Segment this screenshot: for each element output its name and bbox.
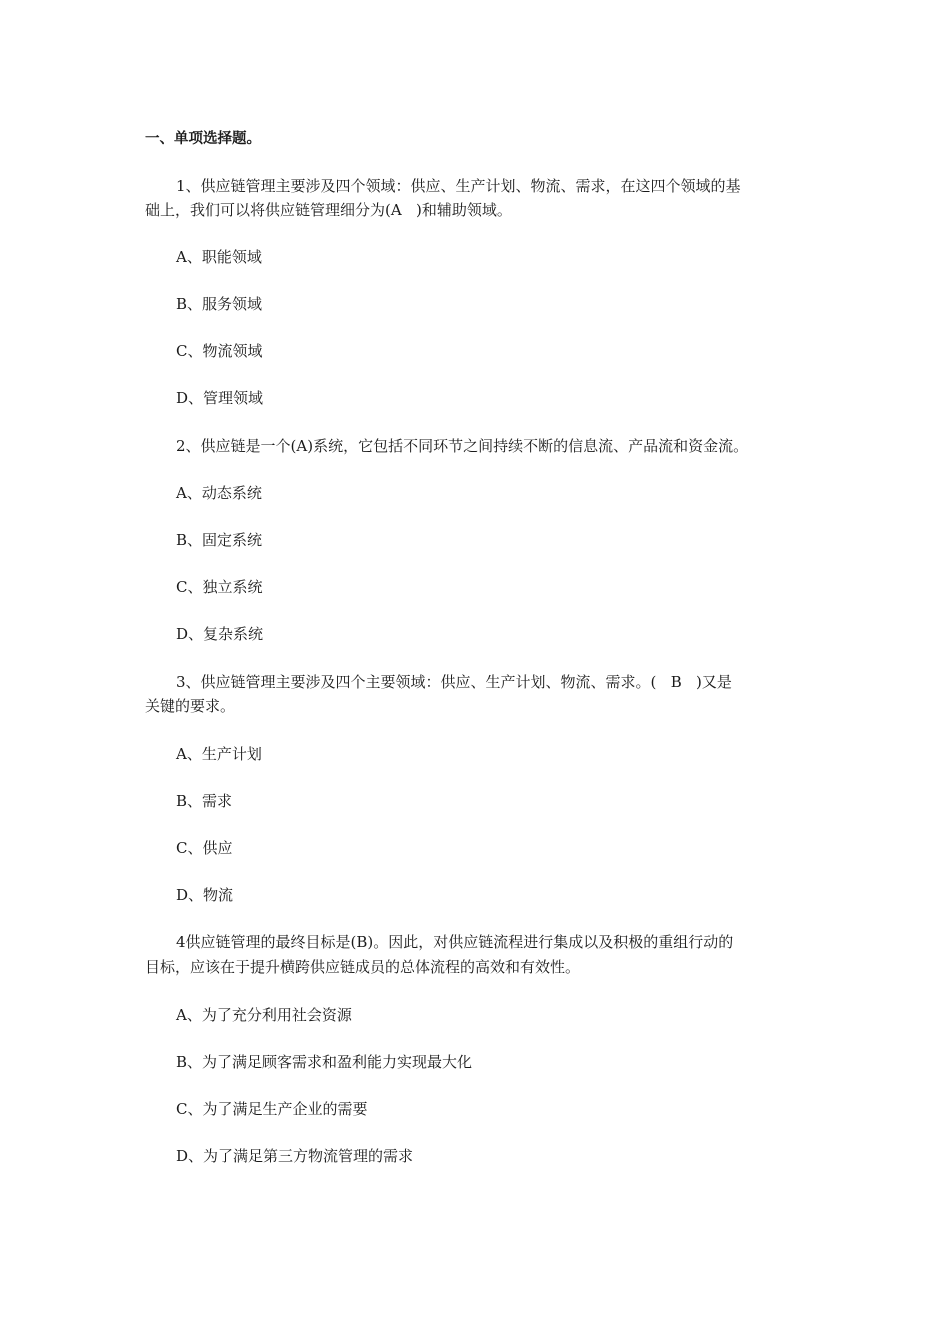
question-2-option-a: A、动态系统 — [176, 484, 262, 502]
question-2-option-b: B、固定系统 — [176, 531, 263, 549]
question-1-text-line-1: 1、供应链管理主要涉及四个领域：供应、生产计划、物流、需求，在这四个领域的基 — [176, 177, 741, 195]
question-4-option-b: B、为了满足顾客需求和盈利能力实现最大化 — [176, 1053, 473, 1071]
question-3-text-line-1: 3、供应链管理主要涉及四个主要领域：供应、生产计划、物流、需求。( B )又是 — [176, 673, 732, 691]
question-2-option-d: D、复杂系统 — [176, 625, 264, 643]
question-3-option-c: C、供应 — [176, 839, 233, 857]
question-3-option-d: D、物流 — [176, 886, 234, 904]
question-4-text-line-1: 4供应链管理的最终目标是(B)。因此，对供应链流程进行集成以及积极的重组行动的 — [176, 933, 734, 951]
question-2-option-c: C、独立系统 — [176, 578, 263, 596]
question-3-option-a: A、生产计划 — [176, 745, 262, 763]
question-3-option-b: B、需求 — [176, 792, 233, 810]
question-1-option-c: C、物流领域 — [176, 342, 263, 360]
question-1-option-b: B、服务领域 — [176, 295, 263, 313]
question-4-text-line-2: 目标，应该在于提升横跨供应链成员的总体流程的高效和有效性。 — [145, 958, 581, 976]
question-4-option-a: A、为了充分利用社会资源 — [176, 1006, 352, 1024]
question-1-option-d: D、管理领域 — [176, 389, 264, 407]
question-4-option-c: C、为了满足生产企业的需要 — [176, 1100, 368, 1118]
question-1-text-line-2: 础上，我们可以将供应链管理细分为(A )和辅助领域。 — [145, 201, 512, 219]
question-3-text-line-2: 关键的要求。 — [145, 697, 236, 715]
question-1-option-a: A、职能领域 — [176, 248, 262, 266]
section-title: 一、单项选择题。 — [145, 131, 261, 147]
question-2-text-line-1: 2、供应链是一个(A)系统，它包括不同环节之间持续不断的信息流、产品流和资金流。 — [176, 437, 749, 455]
question-4-option-d: D、为了满足第三方物流管理的需求 — [176, 1147, 414, 1165]
